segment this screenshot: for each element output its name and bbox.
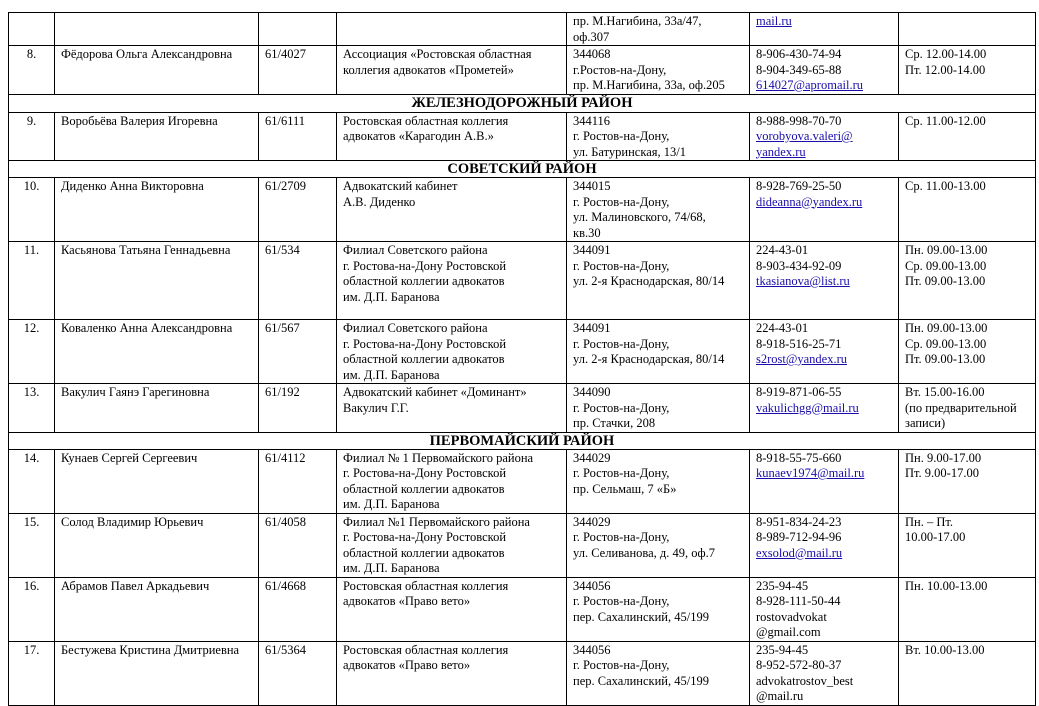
hours-line: Пт. 12.00-14.00 — [905, 62, 986, 77]
registry-number: 61/567 — [259, 320, 337, 384]
address-line: г. Ростов-на-Дону, — [573, 530, 670, 544]
organization-line: им. Д.П. Баранова — [343, 367, 440, 382]
contact-line: 8-928-769-25-50 — [756, 179, 842, 193]
organization-line: А.В. Диденко — [343, 194, 416, 209]
email-link[interactable]: tkasianova@list.ru — [756, 274, 850, 288]
contact-line: 8-989-712-94-96 — [756, 530, 842, 544]
address-line: пр. Сельмаш, 7 «Б» — [573, 481, 677, 496]
table-row — [9, 320, 1036, 384]
organization-line: Адвокатский кабинет — [343, 179, 458, 193]
address-line: 344091 — [573, 321, 611, 335]
hours-line: Пт. 9.00-17.00 — [905, 466, 979, 480]
reception-hours-cell — [899, 13, 1036, 46]
hours-line: Ср. 11.00-13.00 — [905, 179, 986, 193]
hours-line: Пн. – Пт. — [905, 514, 954, 529]
organization-line: Адвокатский кабинет «Доминант» — [343, 385, 527, 399]
address-line: 344090 — [573, 385, 611, 399]
contact-line: @mail.ru — [756, 689, 804, 703]
organization-line: им. Д.П. Баранова — [343, 289, 440, 304]
contacts-cell — [750, 112, 899, 161]
row-number — [9, 13, 55, 46]
address-line: 344091 — [573, 243, 611, 257]
organization-cell — [337, 178, 567, 242]
contact-line: 8-952-572-80-37 — [756, 658, 842, 672]
email-link[interactable]: kunaev1974@mail.ru — [756, 466, 865, 480]
address-line: 344116 — [573, 113, 611, 128]
lawyer-name: Воробьёва Валерия Игоревна — [55, 112, 259, 161]
organization-line: Филиал Советского района — [343, 243, 488, 257]
address-line: г. Ростов-на-Дону, — [573, 466, 670, 480]
row-number: 16. — [9, 577, 55, 641]
organization-line: коллегия адвокатов «Прометей» — [343, 62, 514, 77]
table-row — [9, 577, 1036, 641]
address-line: г.Ростов-на-Дону, — [573, 62, 667, 77]
address-line: ул. Малиновского, 74/68, — [573, 210, 706, 224]
district-title: ПЕРВОМАЙСКИЙ РАЙОН — [9, 432, 1036, 449]
address-line: пр. М.Нагибина, 33а/47, — [573, 14, 702, 28]
address-line: пер. Сахалинский, 45/199 — [573, 673, 709, 688]
email-link[interactable]: vakulichgg@mail.ru — [756, 400, 859, 415]
organization-line: г. Ростова-на-Дону Ростовской — [343, 258, 507, 273]
contact-line: 8-988-998-70-70 — [756, 113, 842, 128]
email-link[interactable]: mail.ru — [756, 14, 792, 28]
registry-number: 61/4058 — [259, 513, 337, 577]
contact-line: 8-904-349-65-88 — [756, 62, 842, 77]
table-row — [9, 46, 1036, 95]
table-row — [9, 242, 1036, 320]
contacts-cell — [750, 641, 899, 705]
contact-line: 224-43-01 — [756, 243, 809, 257]
organization-line: адвокатов «Право вето» — [343, 658, 471, 672]
lawyer-name: Вакулич Гаянэ Гарегиновна — [55, 384, 259, 433]
registry-number: 61/534 — [259, 242, 337, 320]
address-cell — [567, 112, 750, 161]
organization-line: г. Ростова-на-Дону Ростовской — [343, 336, 507, 351]
reception-hours-cell — [899, 178, 1036, 242]
registry-number: 61/192 — [259, 384, 337, 433]
registry-number: 61/4112 — [259, 449, 337, 513]
address-cell — [567, 46, 750, 95]
table-row — [9, 384, 1036, 433]
hours-line: Пн. 10.00-13.00 — [905, 578, 988, 593]
organization-cell — [337, 242, 567, 320]
contact-line: advokatrostov_best — [756, 673, 854, 688]
organization-cell — [337, 46, 567, 95]
address-line: ул. 2-я Краснодарская, 80/14 — [573, 352, 725, 366]
organization-cell — [337, 384, 567, 433]
lawyer-name: Кунаев Сергей Сергеевич — [55, 449, 259, 513]
lawyer-name: Коваленко Анна Александровна — [55, 320, 259, 384]
hours-line: 10.00-17.00 — [905, 530, 966, 544]
address-cell — [567, 320, 750, 384]
registry-number: 61/4668 — [259, 577, 337, 641]
table-row — [9, 641, 1036, 705]
address-line: 344029 — [573, 514, 611, 529]
reception-hours-cell — [899, 641, 1036, 705]
organization-cell — [337, 449, 567, 513]
lawyers-table — [8, 12, 1036, 706]
contacts-cell — [750, 178, 899, 242]
registry-number: 61/4027 — [259, 46, 337, 95]
contacts-cell — [750, 46, 899, 95]
contacts-cell — [750, 577, 899, 641]
district-title: СОВЕТСКИЙ РАЙОН — [9, 161, 1036, 178]
email-link[interactable]: yandex.ru — [756, 144, 806, 159]
reception-hours-cell — [899, 577, 1036, 641]
reception-hours-cell — [899, 112, 1036, 161]
lawyer-name: Фёдорова Ольга Александровна — [55, 46, 259, 95]
organization-cell — [337, 513, 567, 577]
contact-line: 224-43-01 — [756, 321, 809, 335]
contacts-cell — [750, 384, 899, 433]
organization-line: Филиал №1 Первомайского района — [343, 514, 530, 529]
contacts-cell — [750, 320, 899, 384]
hours-line: Пт. 09.00-13.00 — [905, 274, 986, 288]
organization-line: Ростовская областная коллегия — [343, 578, 509, 593]
lawyer-name: Солод Владимир Юрьевич — [55, 513, 259, 577]
lawyer-name: Абрамов Павел Аркадьевич — [55, 577, 259, 641]
organization-line: адвокатов «Карагодин А.В.» — [343, 129, 494, 143]
organization-line: областной коллегии адвокатов — [343, 545, 505, 560]
lawyer-name: Бестужева Кристина Дмитриевна — [55, 641, 259, 705]
organization-cell — [337, 112, 567, 161]
lawyer-name: Касьянова Татьяна Геннадьевна — [55, 242, 259, 320]
address-line: 344056 — [573, 642, 611, 657]
district-title: ЖЕЛЕЗНОДОРОЖНЫЙ РАЙОН — [9, 94, 1036, 112]
district-header-row — [9, 432, 1036, 449]
address-line: пр. Стачки, 208 — [573, 416, 656, 430]
email-link[interactable]: vorobyova.valeri@ — [756, 129, 853, 143]
hours-line: Пн. 9.00-17.00 — [905, 450, 982, 465]
hours-line: Пн. 09.00-13.00 — [905, 243, 988, 257]
hours-line: Пт. 09.00-13.00 — [905, 352, 986, 366]
address-cell — [567, 577, 750, 641]
contacts-cell — [750, 449, 899, 513]
reception-hours-cell — [899, 320, 1036, 384]
reception-hours-cell — [899, 242, 1036, 320]
row-number: 8. — [9, 46, 55, 95]
table-row — [9, 449, 1036, 513]
email-link[interactable]: dideanna@yandex.ru — [756, 194, 863, 209]
address-line: ул. Селиванова, д. 49, оф.7 — [573, 545, 715, 560]
organization-line: областной коллегии адвокатов — [343, 274, 505, 288]
organization-line: областной коллегии адвокатов — [343, 352, 505, 366]
organization-line: областной коллегии адвокатов — [343, 481, 505, 496]
address-line: г. Ростов-на-Дону, — [573, 129, 670, 143]
row-number: 11. — [9, 242, 55, 320]
hours-line: Вт. 15.00-16.00 — [905, 385, 985, 399]
organization-line: г. Ростова-на-Дону Ростовской — [343, 530, 507, 544]
organization-cell — [337, 641, 567, 705]
district-header-row — [9, 161, 1036, 178]
organization-cell — [337, 577, 567, 641]
row-number: 17. — [9, 641, 55, 705]
organization-cell — [337, 320, 567, 384]
district-header-row — [9, 94, 1036, 112]
address-line: г. Ростов-на-Дону, — [573, 194, 670, 209]
contact-line: 8-919-871-06-55 — [756, 385, 842, 399]
row-number: 9. — [9, 112, 55, 161]
organization-line: Филиал Советского района — [343, 321, 488, 335]
contact-line: 8-918-516-25-71 — [756, 336, 842, 351]
contact-line: 8-903-434-92-09 — [756, 258, 842, 273]
row-number: 14. — [9, 449, 55, 513]
row-number: 10. — [9, 178, 55, 242]
contacts-cell — [750, 13, 899, 46]
contact-line: 8-951-834-24-23 — [756, 514, 842, 529]
address-line: 344015 — [573, 179, 611, 193]
table-row — [9, 13, 1036, 46]
hours-line: Ср. 11.00-12.00 — [905, 113, 986, 128]
hours-line: Ср. 09.00-13.00 — [905, 258, 987, 273]
address-cell — [567, 449, 750, 513]
email-link[interactable]: exsolod@mail.ru — [756, 545, 843, 560]
address-line: г. Ростов-на-Дону, — [573, 594, 670, 608]
contact-line: rostovadvokat — [756, 609, 827, 624]
address-cell — [567, 641, 750, 705]
row-number: 12. — [9, 320, 55, 384]
address-line: ул. Батуринская, 13/1 — [573, 144, 686, 159]
hours-line: записи) — [905, 416, 946, 430]
email-link[interactable]: 614027@apromail.ru — [756, 78, 863, 92]
organization-cell — [337, 13, 567, 46]
hours-line: Ср. 12.00-14.00 — [905, 47, 987, 61]
organization-line: им. Д.П. Баранова — [343, 497, 440, 511]
contacts-cell — [750, 513, 899, 577]
organization-line: Ростовская областная коллегия — [343, 113, 509, 128]
reception-hours-cell — [899, 46, 1036, 95]
address-line: пер. Сахалинский, 45/199 — [573, 609, 709, 624]
reception-hours-cell — [899, 449, 1036, 513]
organization-line: адвокатов «Право вето» — [343, 594, 471, 608]
address-cell — [567, 384, 750, 433]
table-row — [9, 513, 1036, 577]
address-cell — [567, 178, 750, 242]
contact-line: 235-94-45 — [756, 642, 809, 657]
organization-line: Вакулич Г.Г. — [343, 400, 409, 415]
address-line: 344029 — [573, 450, 611, 465]
row-number: 13. — [9, 384, 55, 433]
address-cell — [567, 242, 750, 320]
organization-line: Филиал № 1 Первомайского района — [343, 450, 534, 465]
address-line: 344056 — [573, 578, 611, 593]
address-line: г. Ростов-на-Дону, — [573, 336, 670, 351]
contact-line: 8-906-430-74-94 — [756, 47, 842, 61]
contact-line: 8-928-111-50-44 — [756, 594, 841, 608]
email-link[interactable]: s2rost@yandex.ru — [756, 352, 848, 366]
hours-line: Вт. 10.00-13.00 — [905, 642, 985, 657]
address-cell — [567, 13, 750, 46]
registry-number: 61/5364 — [259, 641, 337, 705]
reception-hours-cell — [899, 513, 1036, 577]
hours-line: (по предварительной — [905, 400, 1017, 415]
lawyer-name: Диденко Анна Викторовна — [55, 178, 259, 242]
address-line: г. Ростов-на-Дону, — [573, 258, 670, 273]
registry-number: 61/2709 — [259, 178, 337, 242]
contact-line: 235-94-45 — [756, 578, 809, 593]
address-line: 344068 — [573, 47, 611, 61]
registry-number — [259, 13, 337, 46]
contacts-cell — [750, 242, 899, 320]
address-line: ул. 2-я Краснодарская, 80/14 — [573, 274, 725, 288]
hours-line: Пн. 09.00-13.00 — [905, 321, 988, 335]
address-line: г. Ростов-на-Дону, — [573, 658, 670, 672]
table-row — [9, 178, 1036, 242]
hours-line: Ср. 09.00-13.00 — [905, 336, 987, 351]
address-cell — [567, 513, 750, 577]
organization-line: Ассоциация «Ростовская областная — [343, 47, 532, 61]
registry-number: 61/6111 — [259, 112, 337, 161]
contact-line: @gmail.com — [756, 625, 821, 639]
organization-line: им. Д.П. Баранова — [343, 561, 440, 575]
reception-hours-cell — [899, 384, 1036, 433]
address-line: пр. М.Нагибина, 33а, оф.205 — [573, 78, 725, 92]
organization-line: Ростовская областная коллегия — [343, 642, 509, 657]
table-row — [9, 112, 1036, 161]
contact-line: 8-918-55-75-660 — [756, 450, 842, 465]
address-line: г. Ростов-на-Дону, — [573, 400, 670, 415]
row-number: 15. — [9, 513, 55, 577]
organization-line: г. Ростова-на-Дону Ростовской — [343, 466, 507, 480]
address-line: кв.30 — [573, 225, 601, 240]
lawyer-name — [55, 13, 259, 46]
address-line: оф.307 — [573, 29, 610, 44]
